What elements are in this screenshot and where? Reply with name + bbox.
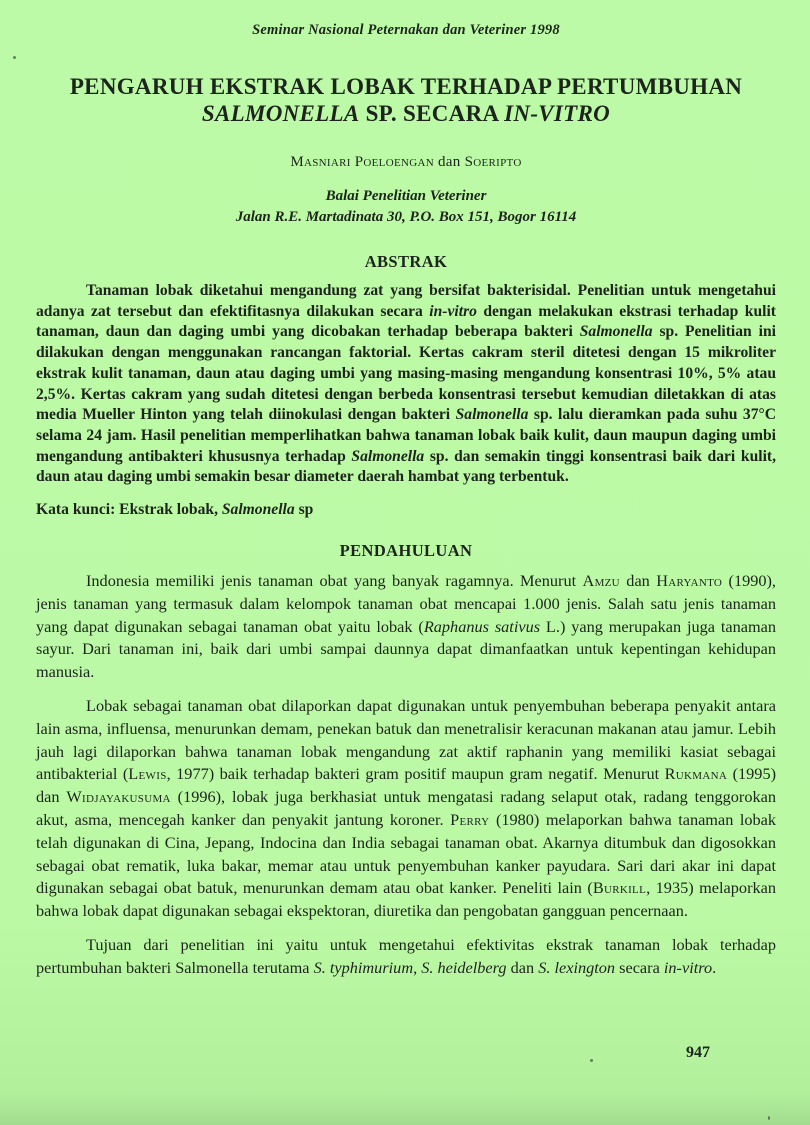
- scan-speck: [13, 56, 16, 59]
- affiliation-institute: Balai Penelitian Veteriner: [325, 188, 487, 204]
- page-number: 947: [686, 1044, 710, 1061]
- keywords-line: Kata kunci: Ekstrak lobak, Salmonella sp: [36, 501, 314, 519]
- paper-title: [36, 73, 776, 127]
- paper-title-line-1: PENGARUH EKSTRAK LOBAK TERHADAP PERTUMBUHAN: [69, 74, 743, 99]
- running-head: Seminar Nasional Peternakan dan Veteriner 1998: [252, 22, 560, 38]
- introduction-paragraph-1: Indonesia memiliki jenis tanaman obat yang banyak ragamnya. Menurut Amzu dan Haryanto (1990), jenis tanaman yang termasuk dalam kelompok tanaman obat mencapai 1.000 jenis. Salah satu jenis tanaman yang dapat digunakan sebagai tanaman obat yaitu lobak (Raphanus sativus L.) yang merupakan juga tanaman sayur. Dari tanaman ini, baik dari umbi sampai daunnya dapat dimanfaatkan untuk kepentingan kehidupan manusia.: [36, 571, 777, 682]
- introduction-heading: PENDAHULUAN: [339, 541, 473, 561]
- scan-speck: [590, 1059, 593, 1062]
- introduction-paragraph-3: Tujuan dari penelitian ini yaitu untuk mengetahui efektivitas ekstrak tanaman lobak terhadap pertumbuhan bakteri Salmonella terutama S. typhimurium, S. heidelberg dan S. lexington secara in-vitro.: [36, 934, 776, 977]
- introduction-paragraph-2: Lobak sebagai tanaman obat dilaporkan dapat digunakan untuk penyembuhan beberapa penyakit antara lain asma, influensa, menurunkan demam, penekan batuk dan menetralisir keracunan makanan atau jamur. Lebih jauh lagi dilaporkan bahwa tanaman lobak mengandung zat aktif raphanin yang memiliki kasiat sebagai antibakterial (Lewis, 1977) baik terhadap bakteri gram positif maupun gram negatif. Menurut Rukmana (1995) dan Widjayakusuma (1996), lobak juga berkhasiat untuk mengatasi radang selaput otak, radang tenggorokan akut, asma, mencegah kanker dan penyakit jantung koroner. Perry (1980) melaporkan bahwa tanaman lobak telah digunakan di Cina, Jepang, Indocina dan India sebagai tanaman obat. Akarnya ditumbuk dan digosokkan sebagai obat rematik, luka bakar, memar atau untuk penyembuhan kanker payudara. Sari dari akar ini dapat digunakan sebagai obat batuk, menurunkan demam atau obat kanker. Peneliti lain (Burkill, 1935) melaporkan bahwa lobak dapat digunakan sebagai ekspektoran, diuretika dan pengobatan gangguan pencernaan.: [36, 696, 777, 921]
- abstract-heading: ABSTRAK: [364, 252, 448, 271]
- paper-title-line-2: SALMONELLA SP. SECARA IN-VITRO: [201, 101, 611, 126]
- scan-speck: [768, 1116, 770, 1120]
- page-content: [36, 0, 776, 980]
- abstract-paragraph: Tanaman lobak diketahui mengandung zat yang bersifat bakterisidal. Penelitian untuk mengetahui adanya zat tersebut dan efektifitasnya dilakukan secara in-vitro dengan melakukan ekstrasi terhadap kulit tanaman, daun dan daging umbi yang dicobakan terhadap beberapa bakteri Salmonella sp. Penelitian ini dilakukan dengan menggunakan rancangan faktorial. Kertas cakram steril ditetesi dengan 15 mikroliter ekstrak kulit tanaman, daun atau daging umbi yang masing-masing mengandung konsentrasi 10%, 5% atau 2,5%. Kertas cakram yang sudah ditetesi dengan berbeda konsentrasi tersebut kemudian diletakkan di atas media Mueller Hinton yang telah diinokulasi dengan bakteri Salmonella sp. lalu dieramkan pada suhu 37°C selama 24 jam. Hasil penelitian memperlihatkan bahwa tanaman lobak baik kulit, daun maupun daging umbi mengandung antibakteri khususnya terhadap Salmonella sp. dan semakin tinggi konsentrasi baik dari kulit, daun atau daging umbi semakin besar diameter daerah hambat yang terbentuk.: [36, 282, 776, 486]
- affiliation-address: Jalan R.E. Martadinata 30, P.O. Box 151, Bogor 16114: [235, 209, 577, 225]
- affiliation-block: [36, 186, 776, 228]
- authors-line: Masniari Poeloengan dan Soeripto: [290, 154, 522, 170]
